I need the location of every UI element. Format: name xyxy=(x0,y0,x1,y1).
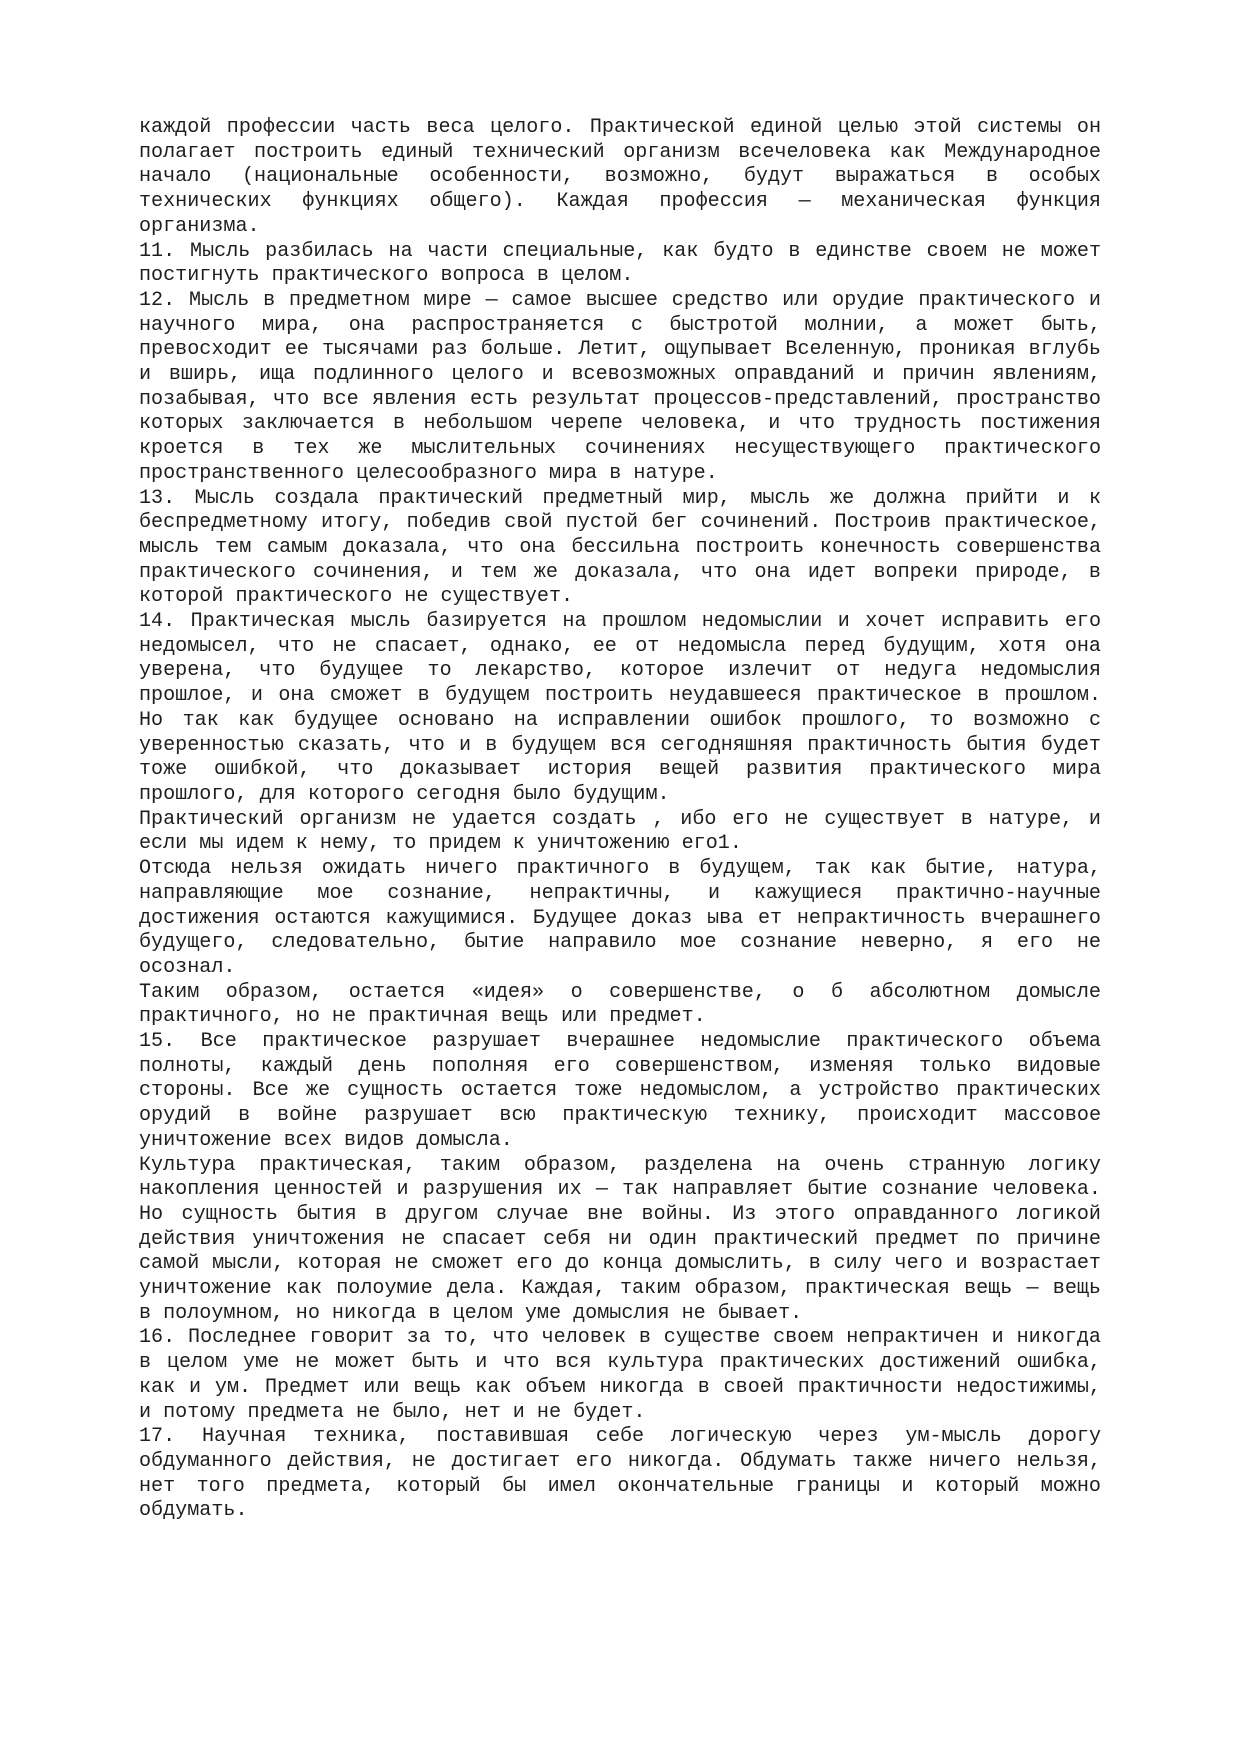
paragraph-15-culture: Культура практическая, таким образом, разделена на очень странную логику накопления ценностей и разрушения их — так направляет бытие сознание человека. Но сущность бытия в другом случае вне войны. Из этого оправданного логикой действия уничтожения не спасает себя ни один практический предмет по причине самой мысли, которая не сможет его до конца домыслить, в силу чего и возрастает уничтожение как полоумие дела. Каждая, таким образом, практическая вещь — вещь в полоумном, но никогда в целом уме домыслия не бывает. xyxy=(139,1153,1101,1325)
paragraph-17: 17. Научная техника, поставившая себе логическую через ум-мысль дорогу обдуманного действия, не достигает его никогда. Обдумать также ничего нельзя, нет того предмета, который бы имел окончательные границы и который можно обдумать. xyxy=(139,1425,1101,1523)
paragraph-13: 13. Мысль создала практический предметный мир, мысль же должна прийти и к беспредметному итогу, победив свой пустой бег сочинений. Построив практическое, мысль тем самым доказала, что она бессильна построить конечность совершенства практического сочинения, и тем же доказала, что она идет вопреки природе, в которой практического не существует. xyxy=(139,486,1101,609)
paragraph-14: 14. Практическая мысль базируется на прошлом недомыслии и хочет исправить его недомысел, что не спасает, однако, ее от недомысла перед будущим, хотя она уверена, что будущее то лекарство, которое излечит от недуга недомыслия прошлое, и она сможет в будущем построить неудавшееся практическое в прошлом. Но так как будущее основано на исправлении ошибок прошлого, то возможно с уверенностью сказать, что и в будущем вся сегодняшняя практичность бытия будет тоже ошибкой, что доказывает история вещей развития практического мира прошлого, для которого сегодня было будущим. xyxy=(139,610,1101,806)
paragraph-12: 12. Мысль в предметном мире — самое высшее средство или орудие практического и научного мира, она распространяется с быстротой молнии, а может быть, превосходит ее тысячами раз больше. Летит, ощупывает Вселенную, проникая вглубь и вширь, ища подлинного целого и всевозможных оправданий и причин явлениям, позабывая, что все явления есть результат процессов-представлений, пространство которых заключается в небольшом черепе человека, и что трудность постижения кроется в тех же мыслительных сочинениях несуществующего практического пространственного целесообразного мира в натуре. xyxy=(139,288,1101,485)
paragraph-14-practical-organism: Практический организм не удается создать , ибо его не существует в натуре, и если мы идем к нему, то придем к уничтожению его1. xyxy=(139,807,1101,856)
document-page xyxy=(139,116,1101,1524)
paragraph-14-future: Отсюда нельзя ожидать ничего практичного в будущем, так как бытие, натура, направляющие мое сознание, непрактичны, и кажущиеся практично-научные достижения остаются кажущимися. Будущее доказ ыва ет непрактичность вчерашнего будущего, следовательно, бытие направило мое сознание неверно, я его не осознал. xyxy=(139,857,1101,979)
paragraph-16: 16. Последнее говорит за то, что человек в существе своем непрактичен и никогда в целом уме не может быть и что вся культура практических достижений ошибка, как и ум. Предмет или вещь как объем никогда в своей практичности недостижимы, и потому предмета не было, нет и не будет. xyxy=(139,1326,1101,1424)
paragraph-15: 15. Все практическое разрушает вчерашнее недомыслие практического объема полноты, каждый день пополняя его совершенством, изменяя только видовые стороны. Все же сущность остается тоже недомыслом, а устройство практических орудий в войне разрушает всю практическую технику, происходит массовое уничтожение всех видов домысла. xyxy=(139,1030,1101,1152)
paragraph-11: 11. Мысль разбилась на части специальные, как будто в единстве своем не может постигнуть практического вопроса в целом. xyxy=(139,239,1101,288)
paragraph-intro-continuation: каждой профессии часть веса целого. Практической единой целью этой системы он полагает построить единый технический организм всечеловека как Международное начало (национальные особенности, возможно, будут выражаться в особых технических функциях общего). Каждая профессия — механическая функция организма. xyxy=(139,116,1101,238)
paragraph-14-idea: Таким образом, остается «идея» о совершенстве, о б абсолютном домысле практичного, но не практичная вещь или предмет. xyxy=(139,980,1101,1029)
